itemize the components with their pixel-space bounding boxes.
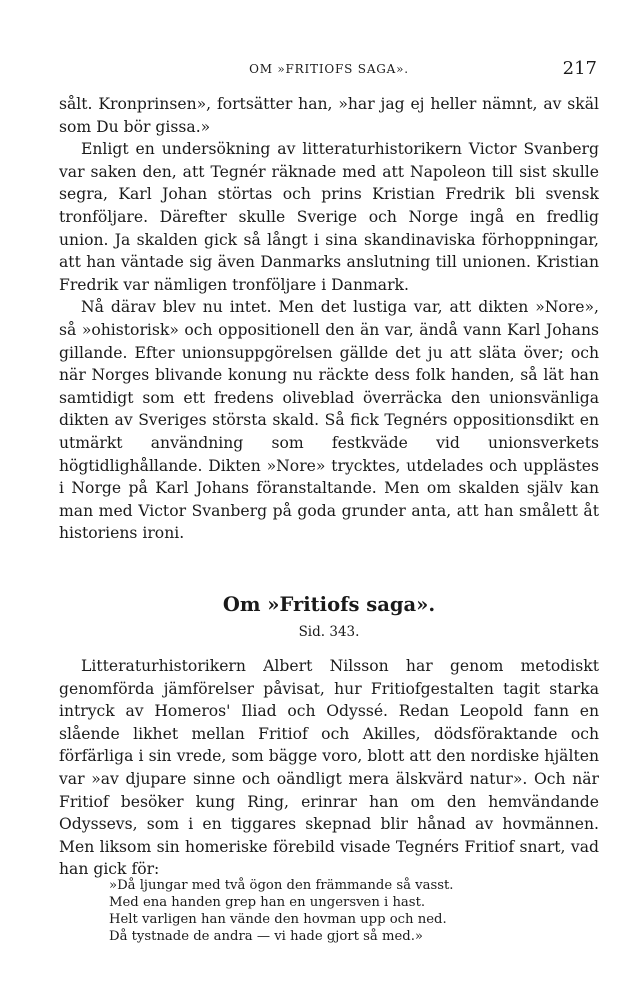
verse-line: Då tystnade de andra — vi hade gjort så med.» [109, 929, 423, 944]
paragraph: Enligt en undersökning av litteraturhistorikern Victor Svanberg var saken den, att Tegnér räknade med att Napoleon till sist skulle segra, Karl Johan störtas och prins Kristian Fredrik bli svensk tronföljare. Därefter skulle Sverige och Norge ingå en fredlig union. Ja skalden gick så långt i sina skandinaviska förhoppningar, att han väntade sig även Danmarks anslutning till unionen. Kristian Fredrik var nämligen tronföljare i Danmark. [59, 140, 599, 294]
paragraph: Nå därav blev nu intet. Men det lustiga var, att dikten »Nore», så »ohistorisk» och oppositionell den än var, ändå vann Karl Johans gillande. Efter unionsuppgörelsen gällde det ju att släta över; och när Norges blivande konung nu räckte dess folk handen, så lät han samtidigt som ett fredens oliveblad överräcka den unionsvänliga dikten av Sveriges största skald. Så fick Tegnérs oppositionsdikt en utmärkt användning som festkväde vid unionsverkets högtidlighållande. Dikten »Nore» trycktes, utdelades och upplästes i Norge på Karl Johans föranstaltande. Men om skalden själv kan man med Victor Svanberg på goda grunder anta, att han smålett åt historiens ironi. [59, 298, 599, 543]
running-title: OM »FRITIOFS SAGA». [249, 62, 409, 76]
paragraph: sålt. Kronprinsen», fortsätter han, »har jag ej heller nämnt, av skäl som Du bör gissa.» [59, 95, 599, 136]
verse-quote [109, 877, 549, 945]
verse-line: Helt varligen han vände den hovman upp och ned. [109, 912, 447, 927]
section-title: Om »Fritiofs saga». [222, 593, 436, 616]
section-subtitle: Sid. 343. [298, 624, 360, 640]
paragraph: Litteraturhistorikern Albert Nilsson har genom metodiskt genomförda jämförelser påvisat, hur Fritiofgestalten tagit starka intryck av Homeros' Iliad och Odyssé. Redan Leopold fann en slående likhet mellan Fritiof och Akilles, dödsföraktande och förfärliga i sin vrede, som bägge voro, blott att den nordiske hjälten var »av djupare sinne och oändligt mera älskvärd natur». Och när Fritiof besöker kung Ring, erinrar han om den hemvändande Odyssevs, som i en tiggares skepnad blir hånad av hovmännen. Men liksom sin homeriske förebild visade Tegnérs Fritiof snart, vad han gick för: [59, 657, 599, 879]
running-head [59, 58, 599, 84]
verse-line: Med ena handen grep han en ungersven i hast. [109, 895, 426, 910]
body-text-section-2 [59, 655, 599, 881]
page-number: 217 [562, 58, 597, 79]
verse-line: »Då ljungar med två ögon den främmande så vasst. [109, 878, 454, 893]
book-page [59, 0, 599, 994]
body-text-section-1 [59, 93, 599, 545]
